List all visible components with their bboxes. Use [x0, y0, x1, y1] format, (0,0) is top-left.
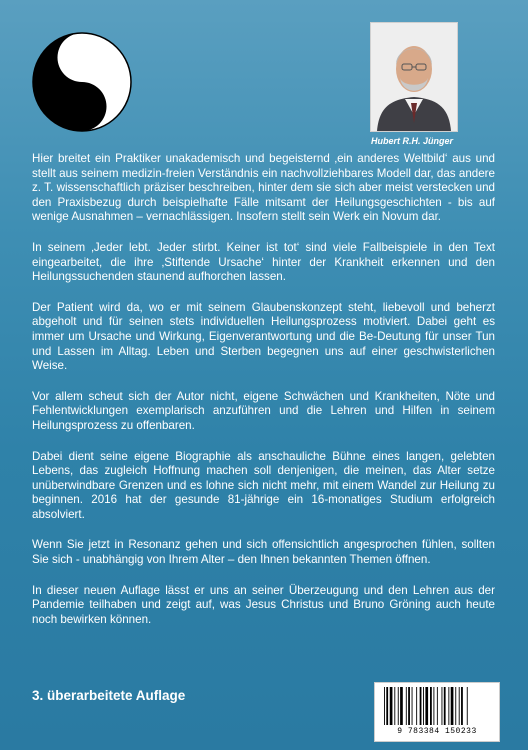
author-portrait	[370, 22, 458, 132]
barcode-bar	[416, 687, 417, 725]
barcode-bar	[412, 687, 413, 725]
paragraph: Wenn Sie jetzt in Resonanz gehen und sich offensichtlich angesprochen fühlen, sollten Sie sich - unabhängig von Ihrem Alter – den Ihnen bekannten Themen öffnen.	[32, 538, 495, 567]
barcode-bar	[386, 687, 388, 725]
barcode-bar	[459, 687, 460, 725]
isbn-barcode	[374, 682, 500, 742]
barcode-bar	[437, 687, 438, 725]
barcode-bar	[451, 687, 454, 725]
barcode-bar	[423, 687, 424, 725]
author-caption: Hubert R.H. Jünger	[370, 136, 453, 146]
paragraph: Vor allem scheut sich der Autor nicht, eigene Schwächen und Krankheiten, Nöte und Fehlentwicklungen exemplarisch anzuführen und die Lehren und Hilfen in seinem Heilungsprozess zu offenbaren.	[32, 389, 495, 432]
barcode-bar	[400, 687, 403, 725]
barcode-bar	[461, 687, 463, 725]
portrait-illustration	[371, 23, 457, 131]
barcode-bar	[384, 687, 385, 725]
barcode-bar	[406, 687, 407, 725]
barcode-bars	[383, 687, 491, 725]
paragraph: Hier breitet ein Praktiker unakademisch und begeisternd ‚ein anderes Weltbild‘ aus und stellt aus seinem medizin-freien Verständnis ein nachvollziehbares Modell dar, das andere z. T. wissenschaftlich präziser beschreiben, hinter dem sie sich aber meist verstecken und den Praxisbezug durch beispielhafte Fälle mitsamt der Heilungsgeschichten - bis auf wenige Ausnahmen – vernachlässigen. Insofern stellt sein Werk ein Novum dar.	[32, 152, 495, 224]
barcode-bar	[444, 687, 446, 725]
barcode-bar	[425, 687, 428, 725]
barcode-bar	[430, 687, 432, 725]
barcode-bar	[408, 687, 410, 725]
isbn-number: 9 783384 150233	[397, 727, 477, 736]
barcode-bar	[455, 687, 456, 725]
paragraph: In seinem ‚Jeder lebt. Jeder stirbt. Keiner ist tot‘ sind viele Fallbeispiele in den Text eingearbeitet, die ihre ‚Stiftende Ursache‘ hinter der Krankheit erkennen und den Heilungssuchenden staunend aufhorchen lassen.	[32, 240, 495, 284]
barcode-bar	[394, 687, 395, 725]
yin-yang-icon	[32, 32, 132, 132]
barcode-bar	[433, 687, 434, 725]
barcode-bar	[467, 687, 468, 725]
paragraph: Der Patient wird da, wo er mit seinem Glaubenskonzept steht, liebevoll und beherzt abgeholt und für seinen stets individuellen Heilungsprozess motiviert. Dabei geht es immer um Ursache und Wirkung, Eigenverantwortung und die Be-Deutung für unser Tun und Lassen im Alltag. Leben und Sterben begegnen uns auf einer geschwisterlichen Weise.	[32, 300, 495, 373]
barcode-bar	[448, 687, 449, 725]
paragraph: In dieser neuen Auflage lässt er uns an seiner Überzeugung und den Lehren aus der Pandemie teilhaben und zeigt auf, was Jesus Christus und Bruno Gröning auch heute noch bewirken können.	[32, 583, 495, 626]
barcode-bar	[420, 687, 422, 725]
barcode-bar	[442, 687, 443, 725]
barcode-bar	[390, 687, 393, 725]
barcode-bar	[398, 687, 399, 725]
paragraph: Dabei dient seine eigene Biographie als anschauliche Bühne eines langen, gelebten Lebens, das zugleich Hoffnung machen soll denjenigen, die meinen, das Alter setze unüberwindbare Grenzen und es lohne sich nicht mehr, mit einem Wandel zur Heilung zu beginnen. 2016 hat der gesunde 81-jährige ein 16-monatiges Studium erfolgreich absolviert.	[32, 449, 495, 521]
edition-label: 3. überarbeitete Auflage	[32, 688, 186, 703]
blurb-text	[32, 152, 495, 643]
